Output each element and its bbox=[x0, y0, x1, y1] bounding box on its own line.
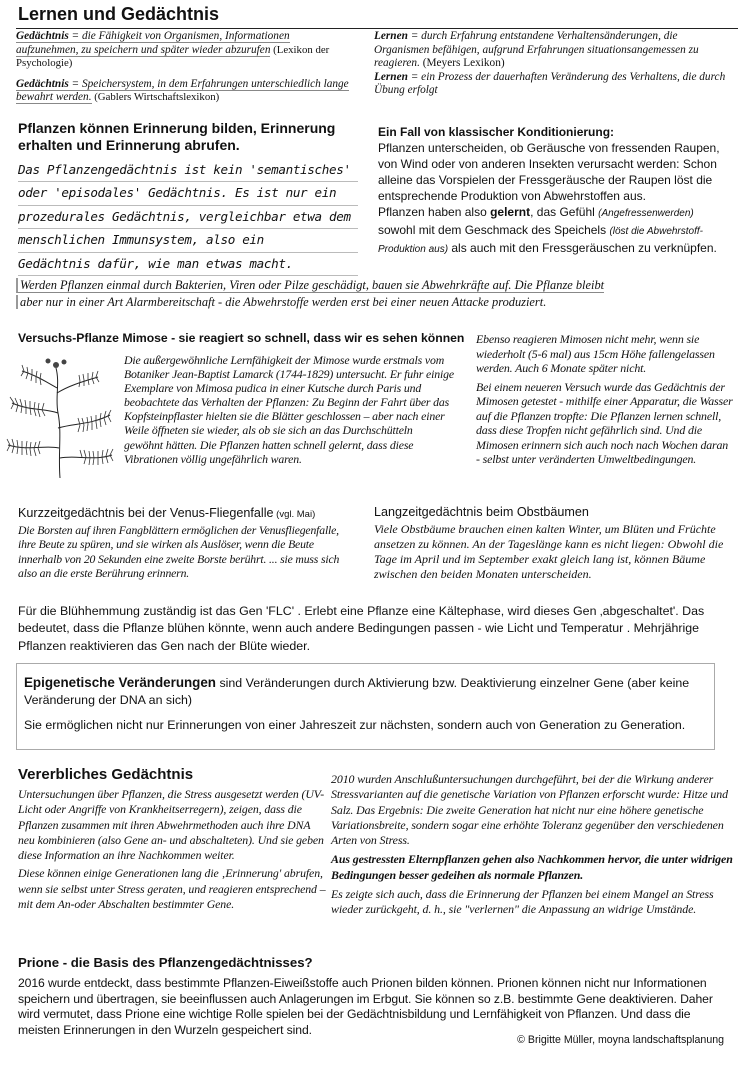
vererb-right-column bbox=[331, 772, 735, 918]
handwritten-line: prozedurales Gedächtnis, vergleichbar etwa dem bbox=[18, 206, 358, 229]
mimose-right-2: Bei einem neueren Versuch wurde das Gedächtnis der Mimosen getestet - mithilfe einer Apparatur, die Wasser auf die Pflanzen tropfte: Die Pflanzen lernen schnell, dass diese Tropfen nicht gefährlich sind. Und die Mimosen erinnern sich auch noch nach Wochen daran - selbst unter veränderten Umweltbedingungen. bbox=[476, 379, 733, 466]
mimose-heading: Versuchs-Pflanze Mimose - sie reagiert so schnell, dass wir es sehen können bbox=[18, 331, 465, 345]
definition-gedaechtnis-2: Gedächtnis = Speichersystem, in dem Erfahrungen unterschiedlich lange bewahrt werden. (Gablers Wirtschaftslexikon) bbox=[16, 77, 349, 104]
attack-text-1: Werden Pflanzen einmal durch Bakterien, Viren oder Pilze geschädigt, bauen sie Abwehrkräfte auf. Die Pflanze bleibt bbox=[16, 278, 604, 293]
handwritten-line: oder 'episodales' Gedächtnis. Es ist nur ein bbox=[18, 182, 358, 205]
definition-lernen-1: Lernen = durch Erfahrung entstandene Verhaltensänderungen, die Organismen befähigen, aufgrund Erfahrungen situationsangemessen zu reagieren. (Meyers Lexikon) bbox=[374, 30, 699, 70]
handwritten-note bbox=[18, 159, 358, 276]
konditionierung-text-1: Pflanzen unterscheiden, ob Geräusche von fressenden Raupen, von Wind oder von anderen Insekten verursacht werden: Schon alleine das Vorspielen der Fressgeräusche der Raupen löst die entsprechende Produktion von Abwehrstoffen aus. bbox=[378, 141, 720, 203]
mimose-right-1: Ebenso reagieren Mimosen nicht mehr, wenn sie wiederholt (5-6 mal) aus 15cm Höhe fallengelassen werden. Auch 6 Monate später nicht. bbox=[476, 332, 715, 375]
handwritten-line: menschlichen Immunsystem, also ein bbox=[18, 229, 358, 252]
vererb-left-2: Diese können einige Generationen lang die ‚Erinnerung' abrufen, wenn sie selbst unter Stress geraten, und reagieren entsprechend – mit dem An-oder Abschalten bestimmter Gene. bbox=[18, 866, 326, 912]
konditionierung-text-2: Pflanzen haben also gelernt, das Gefühl (Angefressenwerden) sowohl mit dem Geschmack des Speichels (löst die Abwehrstoff-Produktion aus) als auch mit den Fressgeräuschen zu verknüpfen. bbox=[378, 205, 717, 255]
vererb-right-1: 2010 wurden Anschlußuntersuchungen durchgeführt, bei der die Wirkung anderer Stressvarianten auf die genetische Variation von Pflanzen erforscht wurde: Hitze und Salz. Das Ergebnis: Die zweite Generation hat nicht nur eine höhere genetische Variationsbreite, sondern sogar eine erhöhte Toleranz gegenüber den verschiedenen Arten von Stress. bbox=[331, 772, 728, 848]
vererb-left-column bbox=[18, 787, 328, 912]
vererb-heading: Vererbliches Gedächtnis bbox=[18, 766, 194, 783]
handwritten-line: Gedächtnis dafür, wie man etwas macht. bbox=[18, 253, 358, 276]
venus-heading: Kurzzeitgedächtnis bei der Venus-Fliegenfalle (vgl. Mai) bbox=[18, 506, 316, 520]
mimose-text: Die außergewöhnliche Lernfähigkeit der Mimose wurde erstmals vom Botaniker Jean-Baptist Lamarck (1744-1829) untersucht. Er fuhr einige Exemplare von Mimosa pudica in einer Kutsche durch Paris und beobachtete das Verhalten der Pflanzen: Zu Beginn der Fahrt über das Kopfsteinpflaster hielten sie die Blätter geschlossen – aber nach einer Weile öffneten sie wieder, als ob sie sich an das Durchschütteln gewöhnt hätten. Die Pflanzen hatten schnell gelernt, dass diese Vibrationen völlig ungefährlich waren. bbox=[124, 353, 454, 466]
page-title: Lernen und Gedächtnis bbox=[18, 4, 220, 24]
konditionierung-section bbox=[378, 124, 734, 258]
obst-text: Viele Obstbäume brauchen einen kalten Winter, um Blüten und Früchte ansetzen zu können. An der Tageslänge kann es nicht liegen: Obwohl die Tage im April und im September exakt gleich lang ist, können Bäume zwischen den beiden Monaten unterscheiden. bbox=[374, 522, 724, 581]
epigenetics-definition: Epigenetische Veränderungen sind Veränderungen durch Aktivierung bzw. Deaktivierung einzelner Gene (aber keine Veränderung der DNA an sich) bbox=[24, 675, 690, 707]
epigenetics-text: Sie ermöglichen nicht nur Erinnerungen von einer Jahreszeit zur nächsten, sondern auch von Generation zu Generation. bbox=[24, 718, 686, 732]
definition-gedaechtnis-1: Gedächtnis = die Fähigkeit von Organismen, Informationen aufzunehmen, zu speichern und später wieder abzurufen (Lexikon der Psychologie) bbox=[16, 30, 330, 70]
mimosa-illustration bbox=[0, 353, 118, 483]
definitions-lernen bbox=[374, 30, 730, 98]
handwritten-line: Das Pflanzengedächtnis ist kein 'semantisches' bbox=[18, 159, 358, 182]
vererb-right-3: Es zeigte sich auch, dass die Erinnerung der Pflanzen bei einem Mangel an Stress wieder zurückgeht, d. h., sie "verlernen" die Anpassung an widrige Umstände. bbox=[331, 887, 714, 917]
attack-text-2: aber nur in einer Art Alarmbereitschaft - die Abwehrstoffe werden erst bei einer neuen Attacke produziert. bbox=[16, 295, 546, 309]
attack-note bbox=[16, 277, 731, 311]
prione-heading: Prione - die Basis des Pflanzengedächtnisses? bbox=[18, 955, 313, 970]
copyright: © Brigitte Müller, moyna landschaftsplanung bbox=[517, 1034, 724, 1046]
venus-text: Die Borsten auf ihren Fangblättern ermöglichen der Venusfliegenfalle, ihre Beute zu spüren, und sie wirken als Auslöser, wenn die Beute innerhalb von 20 Sekunden eine zweite Borste berührt. ... sie muss sich also an die erste Berührung erinnern. bbox=[18, 524, 340, 581]
definitions-gedaechtnis bbox=[16, 30, 354, 105]
vererb-left-1: Untersuchungen über Pflanzen, die Stress ausgesetzt werden (UV-Licht oder Angriffe von Krankheitserregern), zeigen, dass die Pflanzen zusammen mit ihren Abwehrmethoden auch ihre DNA neu kombinieren (also Gene an- und abschalteten). Und sie geben diese Information an ihre Nachkommen weiter. bbox=[18, 787, 325, 863]
plants-memory-heading: Pflanzen können Erinnerung bilden, Erinnerung erhalten und Erinnerung abrufen. bbox=[18, 120, 336, 153]
vererb-right-2: Aus gestressten Elternpflanzen gehen also Nachkommen hervor, die unter widrigen Bedingungen besser gedeihen als normale Pflanzen. bbox=[331, 852, 733, 882]
flc-gene-text: Für die Blühhemmung zuständig ist das Gen 'FLC' . Erlebt eine Pflanze eine Kältephase, wird dieses Gen ‚abgeschaltet'. Das bedeutet, dass die Pflanze blühen könnte, wenn auch andere Bedingungen passen - wie Licht und Temperatur . Mehrjährige Pflanzen reaktivieren das Gen nach der Blüte wieder. bbox=[18, 604, 705, 653]
definition-lernen-2: Lernen = ein Prozess der dauerhaften Veränderung des Verhaltens, die durch Übung erfolgt bbox=[374, 70, 726, 97]
mimose-experiments bbox=[476, 332, 734, 467]
konditionierung-heading: Ein Fall von klassischer Konditionierung: bbox=[378, 125, 615, 139]
obst-heading: Langzeitgedächtnis beim Obstbäumen bbox=[374, 505, 589, 519]
prione-text: 2016 wurde entdeckt, dass bestimmte Pflanzen-Eiweißstoffe auch Prionen bilden können. Prionen können nicht nur Informationen speichern und übertragen, sie beeinflussen auch Anlagerungen im Erbgut. Sie können so z.B. bestimmte Gene deaktivieren. Daher wird vermutet, dass Prione eine wichtige Rolle spielen bei der Gedächtnisbildung und Lernfähigkeit von Pflanzen. Und dass die meisten Erinnerungen in den Wurzeln gespeichert sind. bbox=[18, 976, 713, 1037]
epigenetics-heading: Epigenetische Veränderungen bbox=[24, 675, 216, 690]
title-divider bbox=[16, 28, 738, 29]
